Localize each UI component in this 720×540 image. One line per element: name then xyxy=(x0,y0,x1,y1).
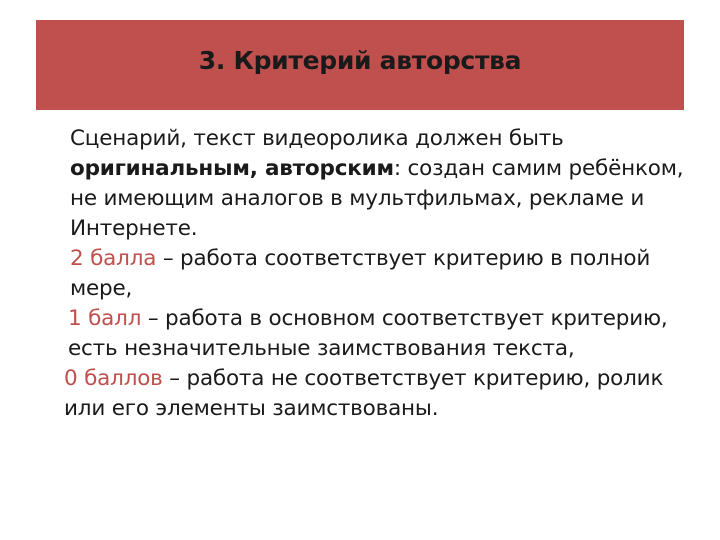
score-1-paragraph xyxy=(68,304,690,364)
intro-text-end: : создан самим ребёнком, не имеющим аналогов в мультфильмах, рекламе и Интернете. xyxy=(70,156,684,241)
intro-emphasis: оригинальным, авторским xyxy=(70,156,394,181)
intro-text-start: Сценарий, текст видеоролика должен быть xyxy=(70,126,564,151)
slide-title: 3. Критерий авторства xyxy=(198,46,522,75)
title-bar xyxy=(36,20,684,110)
score-2-label: 2 балла xyxy=(70,246,157,271)
score-0-label: 0 баллов xyxy=(64,366,163,391)
score-0-paragraph xyxy=(64,364,690,424)
score-2-description: – работа соответствует критерию в полной мере, xyxy=(70,246,651,301)
score-1-label: 1 балл xyxy=(68,306,142,331)
intro-paragraph xyxy=(70,124,690,244)
score-0-description: – работа не соответствует критерию, ролик или его элементы заимствованы. xyxy=(64,366,664,421)
score-2-paragraph xyxy=(70,244,690,304)
score-1-description: – работа в основном соответствует критерию, есть незначительные заимствования текста, xyxy=(68,306,668,361)
slide-body xyxy=(64,124,690,424)
